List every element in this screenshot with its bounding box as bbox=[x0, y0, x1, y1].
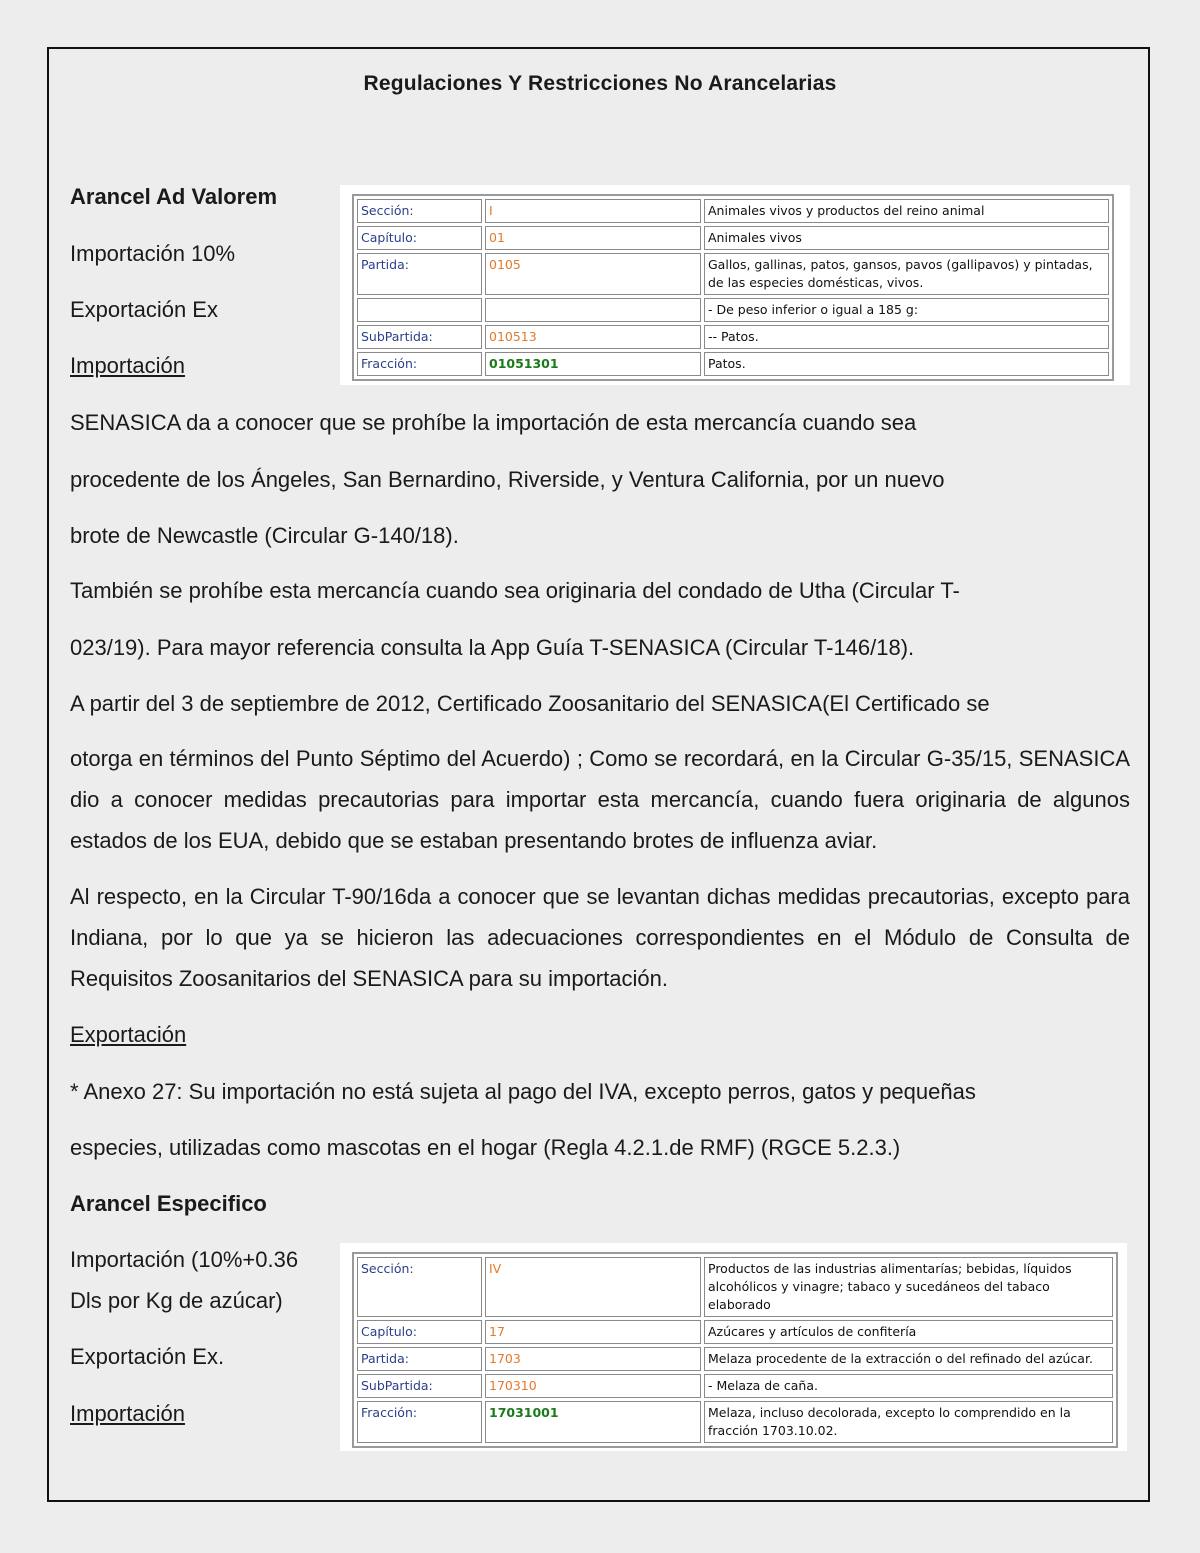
ad-valorem-export: Exportación Ex bbox=[70, 297, 218, 322]
row-code: 170310 bbox=[485, 1374, 701, 1398]
tariff-table-1 bbox=[352, 194, 1114, 381]
ad-valorem-heading: Arancel Ad Valorem bbox=[70, 184, 278, 209]
row-code: 17031001 bbox=[485, 1401, 701, 1443]
export-section-heading: Exportación bbox=[70, 1022, 187, 1047]
row-label: Fracción: bbox=[357, 352, 482, 376]
especifico-import-heading: Importación bbox=[70, 1401, 185, 1426]
especifico-export: Exportación Ex. bbox=[70, 1344, 225, 1369]
table-row bbox=[357, 1374, 1113, 1398]
table-row bbox=[357, 352, 1109, 376]
row-description: - De peso inferior o igual a 185 g: bbox=[704, 298, 1109, 322]
ad-valorem-import: Importación 10% bbox=[70, 241, 236, 266]
paragraph-line: También se prohíbe esta mercancía cuando sea originaria del condado de Utha (Circular T- bbox=[70, 578, 960, 603]
import-section-heading: Importación bbox=[70, 353, 185, 378]
row-label bbox=[357, 298, 482, 322]
row-description: Azúcares y artículos de confitería bbox=[704, 1320, 1113, 1344]
row-description: Melaza procedente de la extracción o del refinado del azúcar. bbox=[704, 1347, 1113, 1371]
table-row bbox=[357, 253, 1109, 295]
paragraph-line: * Anexo 27: Su importación no está sujeta al pago del IVA, excepto perros, gatos y pequeñas bbox=[70, 1079, 976, 1104]
tariff-table-1-container bbox=[340, 185, 1130, 385]
row-label: Capítulo: bbox=[357, 226, 482, 250]
paragraph: Al respecto, en la Circular T-90/16da a conocer que se levantan dichas medidas precautorias, excepto para Indiana, por lo que ya se hicieron las adecuaciones correspondientes en el Módulo de Consulta de Requisitos Zoosanitarios del SENASICA para su importación. bbox=[70, 884, 1130, 991]
table-row bbox=[357, 1401, 1113, 1443]
row-code: 17 bbox=[485, 1320, 701, 1344]
row-code: 0105 bbox=[485, 253, 701, 295]
table-row bbox=[357, 199, 1109, 223]
row-code: 01051301 bbox=[485, 352, 701, 376]
row-description: Productos de las industrias alimentarías; bebidas, líquidos alcohólicos y vinagre; tabaco y sucedáneos del tabaco elaborado bbox=[704, 1257, 1113, 1317]
tariff-table-2-container bbox=[340, 1243, 1127, 1451]
paragraph-line: especies, utilizadas como mascotas en el hogar (Regla 4.2.1.de RMF) (RGCE 5.2.3.) bbox=[70, 1135, 901, 1160]
row-description: Animales vivos y productos del reino animal bbox=[704, 199, 1109, 223]
row-description: Gallos, gallinas, patos, gansos, pavos (gallipavos) y pintadas, de las especies domésticas, vivos. bbox=[704, 253, 1109, 295]
row-label: Sección: bbox=[357, 199, 482, 223]
row-label: SubPartida: bbox=[357, 325, 482, 349]
especifico-import-line1: Importación (10%+0.36 bbox=[70, 1247, 299, 1272]
table-row bbox=[357, 1347, 1113, 1371]
row-description: Animales vivos bbox=[704, 226, 1109, 250]
row-description: Melaza, incluso decolorada, excepto lo comprendido en la fracción 1703.10.02. bbox=[704, 1401, 1113, 1443]
row-label: SubPartida: bbox=[357, 1374, 482, 1398]
paragraph: otorga en términos del Punto Séptimo del Acuerdo) ; Como se recordará, en la Circular G-35/15, SENASICA dio a conocer medidas precautorias para importar esta mercancía, cuando fuera originaria de algunos estados de los EUA, debido que se estaban presentando brotes de influenza aviar. bbox=[70, 746, 1130, 853]
table-row bbox=[357, 1257, 1113, 1317]
row-description: Patos. bbox=[704, 352, 1109, 376]
paragraph-line: SENASICA da a conocer que se prohíbe la importación de esta mercancía cuando sea bbox=[70, 410, 917, 435]
row-label: Sección: bbox=[357, 1257, 482, 1317]
paragraph-line: procedente de los Ángeles, San Bernardino, Riverside, y Ventura California, por un nuevo bbox=[70, 467, 945, 492]
row-description: - Melaza de caña. bbox=[704, 1374, 1113, 1398]
page-title: Regulaciones Y Restricciones No Arancelarias bbox=[363, 72, 837, 95]
paragraph-line: brote de Newcastle (Circular G-140/18). bbox=[70, 523, 459, 548]
row-label: Partida: bbox=[357, 1347, 482, 1371]
especifico-import-line2: Dls por Kg de azúcar) bbox=[70, 1288, 283, 1313]
row-code: I bbox=[485, 199, 701, 223]
paragraph-line: 023/19). Para mayor referencia consulta la App Guía T-SENASICA (Circular T-146/18). bbox=[70, 635, 915, 660]
table-row bbox=[357, 226, 1109, 250]
row-description: -- Patos. bbox=[704, 325, 1109, 349]
especifico-heading: Arancel Especifico bbox=[70, 1191, 267, 1216]
row-label: Fracción: bbox=[357, 1401, 482, 1443]
table-row bbox=[357, 298, 1109, 322]
row-code: 01 bbox=[485, 226, 701, 250]
row-code: IV bbox=[485, 1257, 701, 1317]
row-label: Capítulo: bbox=[357, 1320, 482, 1344]
table-row bbox=[357, 325, 1109, 349]
table-row bbox=[357, 1320, 1113, 1344]
row-label: Partida: bbox=[357, 253, 482, 295]
row-code: 1703 bbox=[485, 1347, 701, 1371]
tariff-table-2 bbox=[352, 1252, 1118, 1448]
row-code bbox=[485, 298, 701, 322]
row-code: 010513 bbox=[485, 325, 701, 349]
paragraph-line: A partir del 3 de septiembre de 2012, Certificado Zoosanitario del SENASICA(El Certificado se bbox=[70, 691, 990, 716]
